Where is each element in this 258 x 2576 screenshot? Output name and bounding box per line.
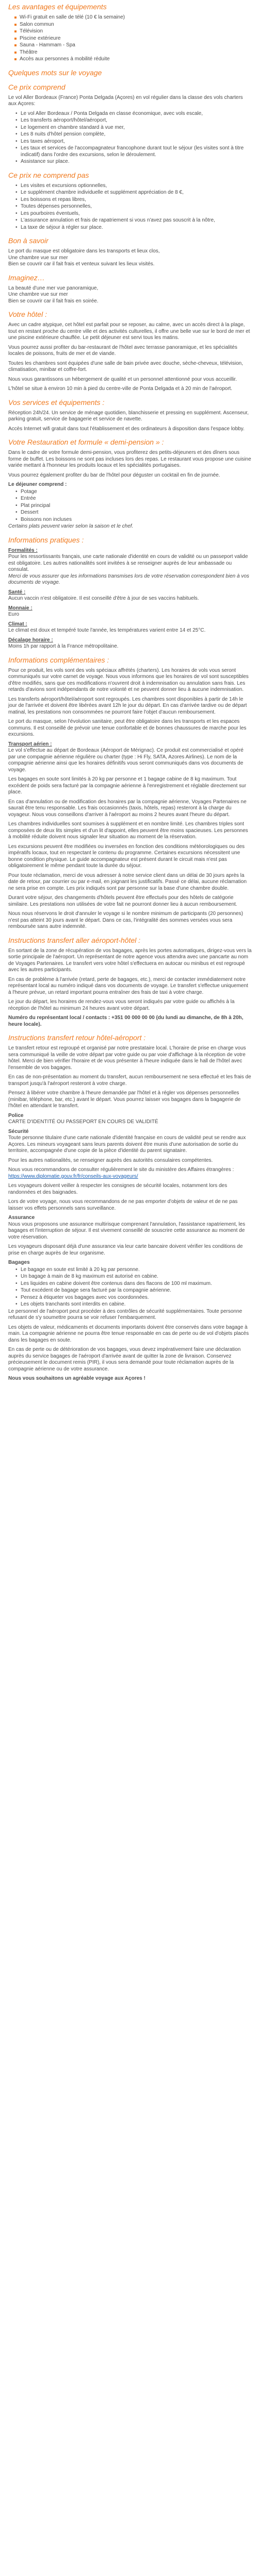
section-title-services: Vos services et équipements :: [8, 398, 105, 406]
list-item: • Le supplément chambre individuelle et supplément appréciation de 8 €,: [15, 190, 252, 196]
devise-text: Euro: [8, 612, 20, 617]
section-title-transfert-retour: Instructions transfert retour hôtel-aéroport :: [8, 1033, 146, 1042]
list-item: Piscine extérieure: [14, 36, 252, 42]
dejeuner-title: Le déjeuner comprend :: [8, 482, 67, 487]
dejeuner-list: [8, 489, 252, 523]
final-paragraph: Nous vous souhaitons un agréable voyage aux Açores !: [8, 1376, 146, 1381]
hotel-paragraph: Vous pourrez aussi profiter du bar-restaurant de l'hôtel avec terrasse panoramique, et les spécialités locales de poissons, fruits de mer et de viande.: [8, 344, 237, 357]
section-title-bon-a-savoir: Bon à savoir: [8, 236, 49, 245]
list-item: • Le bagage en soute est limité à 20 kg par personne.: [15, 1267, 252, 1274]
climat-title: Climat :: [8, 621, 27, 627]
list-item: • Les 8 nuits d'hôtel pension complète,: [15, 131, 252, 138]
list-item: • Les objets tranchants sont interdits en cabine.: [15, 1301, 252, 1308]
bon-a-savoir-line: Bien se couvrir car il fait frais et venteux suivant les lieux visités.: [8, 261, 155, 267]
infos-comp-paragraph: Pour ce produit, les vols sont des vols spéciaux affrétés (charters). Les horaires de vols vous seront communiqués sur votre carnet de voyage. Nous vous informons que les horaires de vol sont susceptibles d'être modifiés, sans que ces modifications n'ouvrent droit à indemnisation ou annulation sans frais. Les retards d'avions sont indépendants de notre volonté et ne peuvent donner lieu à aucune indemnisation.: [8, 667, 249, 692]
list-item: • Les boissons et repas libres,: [15, 197, 252, 204]
infos-more-paragraph: Nous nous réservons le droit d'annuler le voyage si le nombre minimum de participants (20 personnes) n'est pas atteint 30 jours avant le départ. Dans ce cas, l'intégralité des sommes versées vous sera remboursée sans autre indemnité.: [8, 911, 243, 929]
bon-a-savoir-line: Une chambre vue sur mer: [8, 255, 68, 261]
ne-comprend-list: [8, 183, 252, 231]
comprend-list: [8, 111, 252, 165]
securite-title: Sécurité: [8, 1128, 29, 1134]
section-title-votre-hotel: Votre hôtel :: [8, 310, 47, 318]
section-title-prix-comprend: Ce prix comprend: [8, 82, 66, 91]
bagages-list: [8, 1267, 252, 1308]
final-paragraph: En cas de perte ou de détérioration de vos bagages, vous devez impérativement faire une déclaration auprès du service bagages de l'aéroport d'arrivée avant de quitter la zone de livraison. Conservez précieusement le document remis (PIR), il vous sera demandé pour toute réclamation auprès de la compagnie aérienne ou de votre assurance.: [8, 1347, 241, 1372]
final-paragraph: Le personnel de l'aéroport peut procéder à des contrôles de sécurité supplémentaires. Toute personne refusant de s'y soumettre pourra se voir refuser l'embarquement.: [8, 1308, 243, 1320]
infos-comp-paragraph: Les transferts aéroport/hôtel/aéroport sont regroupés. Les chambres sont disponibles à partir de 14h le jour de l'arrivée et doivent être libérées avant 12h le jour du départ. En cas d'arrivée tardive ou de départ matinal, les prestations non consommées ne pourront faire l'objet d'aucun remboursement.: [8, 696, 247, 715]
list-item: Télévision: [14, 28, 252, 35]
infos-more-paragraph: Les chambres individuelles sont soumises à supplément et en nombre limité. Les chambres triples sont composées de deux lits simples et d'un lit d'appoint, elles peuvent être moins spacieuses. Les personnes à mobilité réduite doivent nous signaler leur situation au moment de la réservation.: [8, 821, 248, 840]
hotel-paragraph: Toutes les chambres sont équipées d'une salle de bain privée avec douche, sèche-cheveux, télévision, climatisation, minibar et coffre-fort.: [8, 360, 243, 372]
list-item: • Les pourboires éventuels,: [15, 211, 252, 217]
infos-more-paragraph: Durant votre séjour, des changements d'hôtels peuvent être effectués pour des hôtels de catégorie similaire. Les prestations non utilisées de votre fait ne pourront donner lieu à aucun remboursement.: [8, 895, 237, 907]
avantages-list: [8, 14, 252, 63]
list-item: • Pensez à étiqueter vos bagages avec vos coordonnées.: [15, 1295, 252, 1301]
restauration-paragraph: Vous pourrez également profiter du bar de l'hôtel pour déguster un cocktail en fin de journée.: [8, 472, 220, 478]
list-item: Théâtre: [14, 49, 252, 56]
climat-text: Le climat est doux et tempéré toute l'année, les températures varient entre 14 et 25°C.: [8, 628, 206, 633]
transfert-retour-paragraph: Le transfert retour est regroupé et organisé par notre prestataire local. L'horaire de prise en charge vous sera communiqué la veille de votre départ par votre guide ou par voie d'affichage à la réception de votre hôtel. Merci de bien vérifier l'horaire et de vous présenter à l'heure indiquée dans le hall de l'hôtel avec l'ensemble de vos bagages.: [8, 1045, 246, 1071]
transfert-aller-contact: Numéro du représentant local / contacts : +351 00 000 00 00 (du lundi au dimanche, de 8h à 20h, heure locale).: [8, 1015, 244, 1027]
imaginez-line: La beauté d'une mer vue panoramique,: [8, 285, 99, 291]
list-item: • Les transferts aéroport/hôtel/aéroport,: [15, 117, 252, 124]
comprend-intro: Le vol Aller Bordeaux (France) Ponta Delgada (Açores) en vol régulier dans la classe des vols charters aux Açores:: [8, 94, 243, 107]
imaginez-line: Une chambre vue sur mer: [8, 292, 68, 297]
transport-paragraph: Le vol s'effectue au départ de Bordeaux (Aéroport de Mérignac). Ce produit est commercialisé et opéré par une compagnie aérienne régulière ou charter (type : Hi Fly, SATA, Azores Airlines). Le nom de la compagnie aérienne ainsi que les horaires définitifs vous seront communiqués dans vos documents de voyage.: [8, 748, 244, 773]
list-item: • Assistance sur place.: [15, 159, 252, 165]
section-title-quelques-mots: Quelques mots sur le voyage: [8, 68, 102, 77]
list-item: • Entrée: [15, 496, 252, 502]
police-title: Police: [8, 1112, 24, 1118]
list-item: • Dessert: [15, 510, 252, 516]
restauration-note: Certains plats peuvent varier selon la saison et le chef.: [8, 523, 134, 529]
list-item: • La taxe de séjour à régler sur place.: [15, 225, 252, 231]
securite-paragraph: Pour les autres nationalités, se renseigner auprès des autorités consulaires compétentes.: [8, 1157, 213, 1163]
section-title-imaginez: Imaginez…: [8, 273, 45, 282]
transport-paragraph: Les bagages en soute sont limités à 20 kg par personne et 1 bagage cabine de 8 kg maximum. Tout excédent de poids sera facturé par la compagnie aérienne à l'enregistrement et réglable directement sur place.: [8, 776, 247, 795]
transfert-aller-paragraph: En cas de problème à l'arrivée (retard, perte de bagages, etc.), merci de contacter immédiatement notre représentant local au numéro indiqué dans vos documents de voyage. Le transfert s'effectue uniquement à l'heure prévue, un retard important pourra entraîner des frais de taxi à votre charge.: [8, 976, 248, 995]
infos-more-paragraph: Les excursions peuvent être modifiées ou inversées en fonction des conditions météorologiques ou des impératifs locaux, tout en respectant le contenu du programme. Certaines excursions nécessitent une bonne condition physique. Le guide accompagnateur est présent durant le circuit mais n'est pas obligatoirement le même pendant toute la durée du séjour.: [8, 843, 245, 869]
list-item: • Plat principal: [15, 503, 252, 510]
assurance-paragraph: Nous vous proposons une assurance multirisque comprenant l'annulation, l'assistance rapatriement, les bagages et l'interruption de séjour. Il est vivement conseillé de souscrire cette assurance au moment de votre réservation.: [8, 1221, 246, 1240]
securite-paragraph: Nous vous recommandons de consulter régulièrement le site du ministère des Affaires étrangères :: [8, 1167, 234, 1173]
list-item: Sauna - Hammam - Spa: [14, 42, 252, 49]
bon-a-savoir-line: Le port du masque est obligatoire dans les transports et lieux clos,: [8, 248, 160, 254]
list-item: • Boissons non incluses: [15, 517, 252, 523]
sante-title: Santé :: [8, 589, 26, 595]
heure-text: Moins 1h par rapport à la France métropolitaine.: [8, 643, 119, 649]
infos-comp-paragraph: Le port du masque, selon l'évolution sanitaire, peut être obligatoire dans les transports et les espaces communs. Il est conseillé de prévoir une tenue confortable et de bonnes chaussures de marche pour les excursions.: [8, 719, 247, 737]
police-subtitle: CARTE D'IDENTITÉ OU PASSEPORT EN COURS DE VALIDITÉ: [8, 1119, 158, 1125]
section-title-ne-comprend-pas: Ce prix ne comprend pas: [8, 171, 89, 179]
list-item: • Le vol Aller Bordeaux / Ponta Delgada en classe économique, avec vols escale,: [15, 111, 252, 117]
formalites-title: Formalités :: [8, 547, 38, 553]
bagages-title: Bagages: [8, 1260, 30, 1265]
assurance-paragraph: Les voyageurs disposant déjà d'une assurance via leur carte bancaire doivent vérifier les conditions de prise en charge auprès de leur organisme.: [8, 1244, 243, 1256]
list-item: • Tout excédent de bagage sera facturé par la compagnie aérienne.: [15, 1287, 252, 1294]
list-item: • Les taux et services de l'accompagnateur francophone durant tout le séjour (les visites sont à titre indicatif) dans l'ordre des excursions, selon le déroulement.: [15, 145, 252, 158]
list-item: • Les visites et excursions optionnelles,: [15, 183, 252, 190]
list-item: • Un bagage à main de 8 kg maximum est autorisé en cabine.: [15, 1274, 252, 1280]
securite-paragraph: Les voyageurs doivent veiller à respecter les consignes de sécurité locales, notamment lors des randonnées et des baignades.: [8, 1183, 228, 1195]
sante-text: Aucun vaccin n'est obligatoire. Il est conseillé d'être à jour de ses vaccins habituels.: [8, 596, 199, 601]
infos-more-paragraph: Pour toute réclamation, merci de vous adresser à notre service client dans un délai de 30 jours après la date de retour, par courrier ou par e-mail, en joignant les justificatifs. Passé ce délai, aucune réclamation ne sera prise en compte. Les prix indiqués sont par personne sur la base d'une chambre double.: [8, 872, 247, 891]
transport-paragraph: En cas d'annulation ou de modification des horaires par la compagnie aérienne, Voyages Partenaires ne saurait être tenu responsable. Les frais occasionnés (taxis, hôtels, repas) resteront à la charge du voyageur. Nous vous conseillons d'arriver à l'aéroport au moins 2 heures avant l'heure du départ.: [8, 799, 247, 818]
hotel-paragraph: Avec un cadre atypique, cet hôtel est parfait pour se reposer, au calme, avec un accès direct à la plage, tout en restant proche du centre ville et des activités culturelles, il offre une belle vue sur le bord de mer et une piscine extérieure chauffée. Le petit déjeuner est servi tous les matins.: [8, 322, 250, 341]
section-title-avantages: Les avantages et équipements: [8, 3, 107, 11]
services-paragraph: Réception 24h/24. Un service de ménage quotidien, blanchisserie et pressing en supplément. Ascenseur, parking gratuit, service de bagagerie et service de navette.: [8, 410, 249, 422]
section-title-restauration: Votre Restauration et formule « demi-pension » :: [8, 438, 164, 446]
services-paragraph: Accès Internet wifi gratuit dans tout l'établissement et des ordinateurs à disposition dans l'espace lobby.: [8, 426, 245, 432]
list-item: • Les taxes aéroport,: [15, 139, 252, 145]
securite-paragraph: Toute personne titulaire d'une carte nationale d'identité française en cours de validité peut se rendre aux Açores. Les mineurs voyageant sans leurs parents doivent être munis d'une autorisation de sortie du territoire, accompagnée d'une copie de la pièce d'identité du parent signataire.: [8, 1135, 246, 1154]
securite-paragraph: Lors de votre voyage, nous vous recommandons de ne pas emporter d'objets de valeur et de ne pas laisser vos effets personnels sans surveillance.: [8, 1199, 238, 1211]
list-item: • Le logement en chambre standard à vue mer,: [15, 125, 252, 131]
list-item: • Toutes dépenses personnelles,: [15, 204, 252, 210]
restauration-paragraph: Dans le cadre de votre formule demi-pension, vous profiterez des petits-déjeuners et des dîners sous forme de buffet. Les boissons ne sont pas incluses lors des repas. Le restaurant vous propose une cuisine variée mettant à l'honneur les produits locaux et les spécialités portugaises.: [8, 450, 251, 468]
hotel-paragraph: Nous vous garantissons un hébergement de qualité et un personnel attentionné pour vous accueillir.: [8, 376, 237, 382]
page-content: [0, 2, 258, 1389]
heure-title: Décalage horaire :: [8, 637, 53, 643]
transport-title: Transport aérien :: [8, 741, 52, 747]
list-item: • L'assurance annulation et frais de rapatriement si vous n'avez pas souscrit à la nôtre,: [15, 217, 252, 224]
list-item: • Les liquides en cabine doivent être contenus dans des flacons de 100 ml maximum.: [15, 1281, 252, 1287]
formalites-note: Merci de vous assurer que les informations transmises lors de votre réservation correspondent bien à vos documents de voyage.: [8, 573, 249, 585]
final-paragraph: Les objets de valeur, médicaments et documents importants doivent être conservés dans votre bagage à main. La compagnie aérienne ne pourra être tenue responsable en cas de perte ou de vol d'objets placés dans les bagages en soute.: [8, 1324, 249, 1343]
transfert-retour-paragraph: En cas de non-présentation au moment du transfert, aucun remboursement ne sera effectué et les frais de transport jusqu'à l'aéroport resteront à votre charge.: [8, 1074, 251, 1087]
transfert-aller-paragraph: Le jour du départ, les horaires de rendez-vous vous seront indiqués par votre guide ou affichés à la réception de l'hôtel au minimum 24 heures avant votre départ.: [8, 999, 235, 1011]
hotel-paragraph: L'hôtel se situe à environ 10 min à pied du centre-ville de Ponta Delgada et à 20 min de l'aéroport.: [8, 386, 233, 392]
transfert-retour-paragraph: Pensez à libérer votre chambre à l'heure demandée par l'hôtel et à régler vos dépenses personnelles (minibar, téléphone, bar, etc.) avant le départ. Vous pourrez laisser vos bagages dans la bagagerie de l'hôtel en attendant le transfert.: [8, 1090, 241, 1109]
transfert-aller-paragraph: En sortant de la zone de récupération de vos bagages, après les portes automatiques, dirigez-vous vers la sortie principale de l'aéroport. Un représentant de notre agence vous attendra avec une pancarte au nom de Voyages Partenaires. Le transfert vers votre hôtel s'effectuera en autocar ou minibus et est regroupé avec les autres participants.: [8, 947, 252, 973]
devise-title: Monnaie :: [8, 605, 33, 611]
section-title-transfert-aller: Instructions transfert aller aéroport-hôtel :: [8, 936, 141, 944]
list-item: Wi-Fi gratuit en salle de télé (10 € la semaine): [14, 14, 252, 21]
section-title-infos-pratiques: Informations pratiques :: [8, 535, 84, 544]
section-title-infos-complementaires: Informations complémentaires :: [8, 655, 109, 664]
list-item: • Potage: [15, 489, 252, 496]
list-item: Accès aux personnes à mobilité réduite: [14, 56, 252, 63]
formalites-text: Pour les ressortissants français, une carte nationale d'identité en cours de validité ou un passeport valide est obligatoire. Les autres nationalités sont invitées à se renseigner auprès de leur ambassade ou consulat.: [8, 554, 248, 572]
assurance-title: Assurance: [8, 1215, 35, 1221]
list-item: Salon commun: [14, 22, 252, 28]
imaginez-line: Bien se couvrir car il fait frais en soirée.: [8, 298, 99, 304]
diplomatie-link[interactable]: https://www.diplomatie.gouv.fr/fr/conseils-aux-voyageurs/: [8, 1173, 138, 1179]
